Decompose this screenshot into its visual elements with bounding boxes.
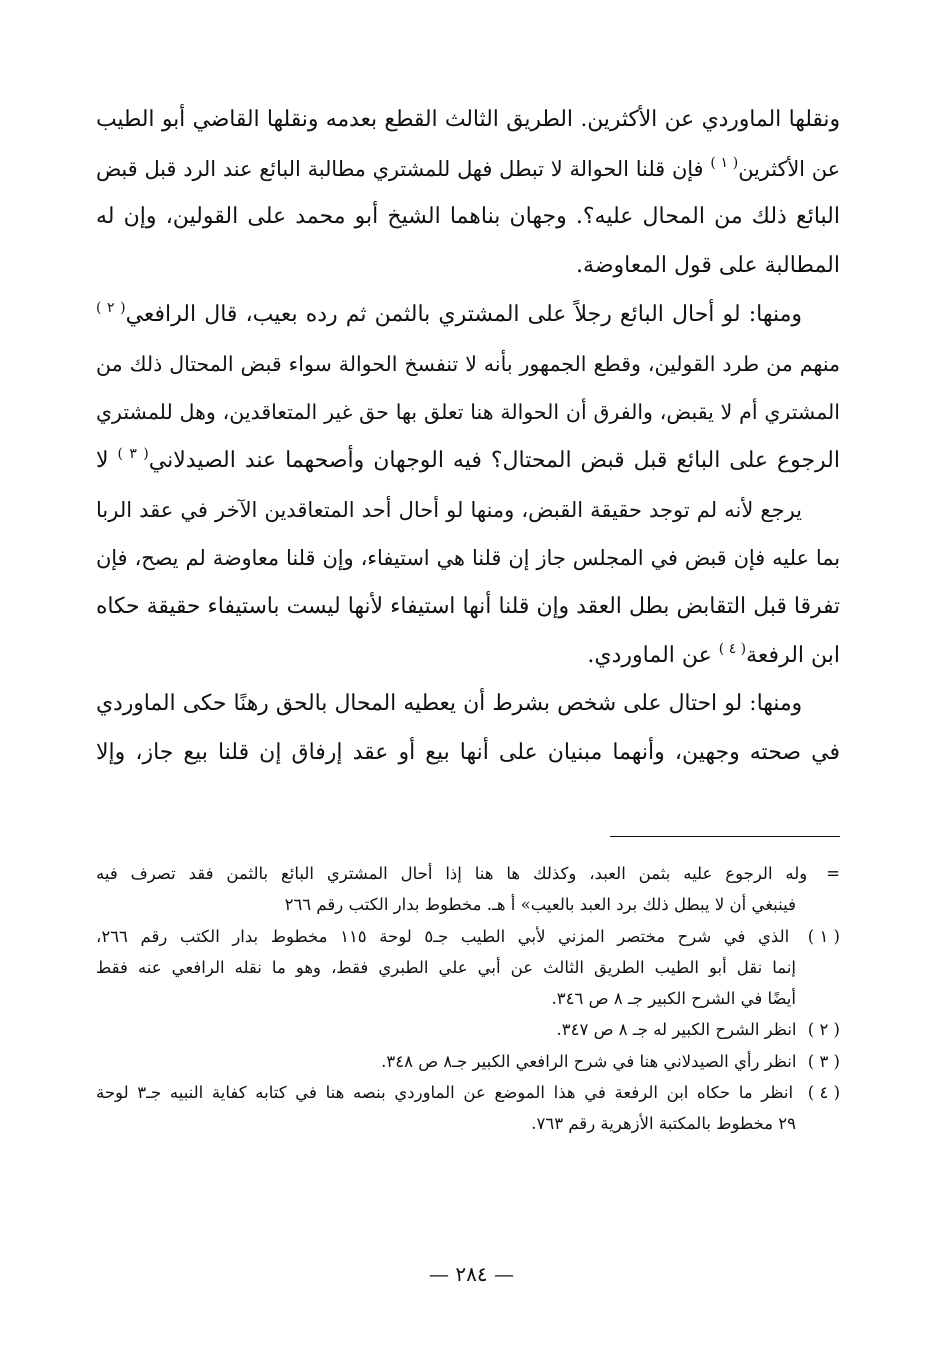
text-line: المطالبة على قول المعاوضة. bbox=[576, 253, 840, 279]
footnote-2 bbox=[96, 1014, 840, 1045]
footnote-mark: ( ٤ ) bbox=[807, 1083, 841, 1103]
footnote-1 bbox=[96, 921, 840, 1015]
text-segment: عن الأكثرين bbox=[738, 156, 840, 181]
text-line: تفرقا قبل التقابض بطل العقد وإن قلنا أنها استيفاء لأنها ليست باستيفاء حقيقة حكاه bbox=[96, 594, 840, 620]
footnote-line: فينبغي أن لا يبطل ذلك برد العبد بالعيب» أ هـ. مخطوط بدار الكتب رقم ٢٦٦ bbox=[284, 895, 796, 915]
footnote-line: ٢٩ مخطوط بالمكتبة الأزهرية رقم ٧٦٣. bbox=[531, 1114, 796, 1134]
footnote-ref-2[interactable]: ( ٢ ) bbox=[96, 299, 126, 316]
footnote-ref-3[interactable]: ( ٣ ) bbox=[117, 445, 149, 462]
footnote-mark: ( ٣ ) bbox=[807, 1051, 840, 1071]
text-line: في صحته وجهين، وأنهما مبنيان على أنها بيع أو عقد إرفاق إن قلنا بيع جاز، وإلا bbox=[96, 740, 840, 766]
footnote-line bbox=[96, 1077, 840, 1108]
footnote-4 bbox=[96, 1077, 840, 1140]
footnote-continuation bbox=[96, 858, 840, 921]
text-line bbox=[96, 437, 840, 486]
text-segment: انظر الشرح الكبير له جـ ٨ ص ٣٤٧. bbox=[556, 1020, 797, 1040]
text-line: ومنها: لو احتال على شخص بشرط أن يعطيه المحال بالحق رهنًا حكى الماوردي bbox=[96, 691, 802, 717]
footnote-line bbox=[96, 1046, 840, 1077]
text-line bbox=[96, 145, 840, 194]
footnote-separator bbox=[610, 836, 840, 837]
main-text bbox=[96, 96, 840, 778]
footnote-line: إنما نقل أبو الطيب الطريق الثالث عن أبي علي الطبري فقط، وهو ما نقله الرافعي عنه فقط bbox=[96, 957, 796, 977]
footnote-mark: ( ١ ) bbox=[807, 926, 840, 946]
text-line: بما عليه فإن قبض في المجلس جاز إن قلنا هي استيفاء، وإن قلنا معاوضة لم يصح، فإن bbox=[96, 546, 840, 571]
text-segment: الرجوع على البائع قبل قبض المحتال؟ فيه الوجهان وأصحهما عند الصيدلاني bbox=[148, 447, 840, 473]
text-segment: فإن قلنا الحوالة لا تبطل فهل للمشتري مطالبة البائع عند الرد قبل قبض bbox=[96, 156, 704, 181]
text-line: ونقلها الماوردي عن الأكثرين. الطريق الثالث القطع بعدمه ونقلها القاضي أبو الطيب bbox=[96, 107, 840, 132]
text-segment: انظر رأي الصيدلاني هنا في شرح الرافعي الكبير جـ٨ ص ٣٤٨. bbox=[381, 1051, 797, 1071]
continuation-mark: = bbox=[826, 864, 840, 883]
text-segment: ومنها: لو أحال البائع رجلاً على المشتري بالثمن ثم رده بعيب، قال الرافعي bbox=[125, 301, 802, 327]
footnote-line bbox=[96, 858, 840, 889]
footnote-line bbox=[96, 921, 840, 952]
text-segment: ابن الرفعة bbox=[746, 642, 840, 668]
paragraph-1 bbox=[96, 96, 840, 291]
footnote-3 bbox=[96, 1046, 840, 1077]
text-segment: انظر ما حكاه ابن الرفعة في هذا الموضع عن الماوردي بنصه هنا في كتابه كفاية النبيه جـ٣ لوحة bbox=[96, 1083, 794, 1103]
paragraph-2 bbox=[96, 291, 840, 681]
paragraph-3 bbox=[96, 680, 840, 777]
footnote-line: أيضًا في الشرح الكبير جـ ٨ ص ٣٤٦. bbox=[551, 989, 796, 1009]
text-line bbox=[96, 632, 840, 681]
text-line: المشتري أم لا يقبض، والفرق أن الحوالة هنا تعلق بها حق غير المتعاقدين، وهل للمشتري bbox=[96, 400, 840, 425]
text-line: البائع ذلك من المحال عليه؟. وجهان بناهما الشيخ أبو محمد على القولين، وإن له bbox=[96, 204, 840, 230]
text-line bbox=[96, 291, 840, 340]
footnotes bbox=[96, 858, 840, 1140]
text-segment: لا bbox=[96, 447, 109, 473]
text-segment: وله الرجوع عليه بثمن العبد، وكذلك ها هنا إذا أحال المشتري البائع بالثمن فقد تصرف فيه bbox=[96, 864, 808, 883]
text-segment: الذي في شرح مختصر المزني لأبي الطيب جـ٥ لوحة ١١٥ مخطوط بدار الكتب رقم ٢٦٦، bbox=[96, 926, 790, 946]
page-number: — ٢٨٤ — bbox=[429, 1262, 514, 1286]
footnote-mark: ( ٢ ) bbox=[807, 1020, 840, 1040]
footnote-ref-1[interactable]: ( ١ ) bbox=[710, 154, 739, 171]
text-line: منهم من طرد القولين، وقطع الجمهور بأنه لا تنفسخ الحوالة سواء قبض المحتال ذلك من bbox=[96, 351, 840, 376]
footnote-ref-4[interactable]: ( ٤ ) bbox=[718, 640, 747, 657]
text-line: يرجع لأنه لم توجد حقيقة القبض، ومنها لو أحال أحد المتعاقدين الآخر في عقد الربا bbox=[96, 497, 802, 522]
text-segment: عن الماوردي. bbox=[587, 642, 712, 668]
footnote-line bbox=[96, 1014, 840, 1045]
